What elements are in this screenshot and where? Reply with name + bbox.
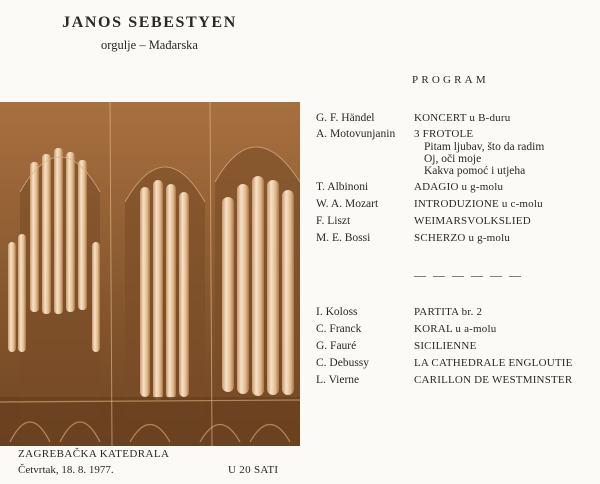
work-title: ADAGIO u g-molu bbox=[414, 181, 504, 193]
composer-name: W. A. Mozart bbox=[316, 198, 379, 210]
work-title: WEIMARSVOLKSLIED bbox=[414, 215, 531, 227]
concert-time: U 20 SATI bbox=[228, 464, 279, 476]
performer-name: JANOS SEBESTYEN bbox=[62, 14, 237, 31]
composer-name: C. Franck bbox=[316, 323, 362, 335]
composer-name: G. Fauré bbox=[316, 340, 357, 352]
work-subtitle: Pitam ljubav, što da radim bbox=[424, 141, 545, 153]
composer-name: L. Vierne bbox=[316, 374, 360, 386]
program-heading: PROGRAM bbox=[412, 74, 489, 86]
composer-name: I. Koloss bbox=[316, 306, 358, 318]
composer-name: M. E. Bossi bbox=[316, 232, 371, 244]
work-title: KORAL u a-molu bbox=[414, 323, 497, 335]
composer-name: A. Motovunjanin bbox=[316, 128, 396, 140]
work-subtitle: Kakva pomoć i utjeha bbox=[424, 165, 526, 177]
work-title: LA CATHEDRALE ENGLOUTIE bbox=[414, 357, 573, 369]
work-title: 3 FROTOLE bbox=[414, 128, 474, 140]
composer-name: C. Debussy bbox=[316, 357, 370, 369]
work-title: SICILIENNE bbox=[414, 340, 477, 352]
performer-subtitle: orgulje – Mađarska bbox=[101, 38, 198, 52]
work-title: INTRODUZIONE u c-molu bbox=[414, 198, 543, 210]
work-title: PARTITA br. 2 bbox=[414, 306, 483, 318]
composer-name: G. F. Händel bbox=[316, 112, 375, 124]
separator: — — — — — — bbox=[414, 268, 523, 282]
organ-photo bbox=[0, 102, 300, 446]
work-subtitle: Oj, oči moje bbox=[424, 153, 482, 165]
composer-name: T. Albinoni bbox=[316, 181, 369, 193]
venue: ZAGREBAČKA KATEDRALA bbox=[18, 448, 170, 460]
work-title: CARILLON DE WESTMINSTER bbox=[414, 374, 573, 386]
concert-date: Četvrtak, 18. 8. 1977. bbox=[18, 464, 114, 476]
work-title: SCHERZO u g-molu bbox=[414, 232, 511, 244]
composer-name: F. Liszt bbox=[316, 215, 351, 227]
work-title: KONCERT u B-duru bbox=[414, 112, 511, 124]
